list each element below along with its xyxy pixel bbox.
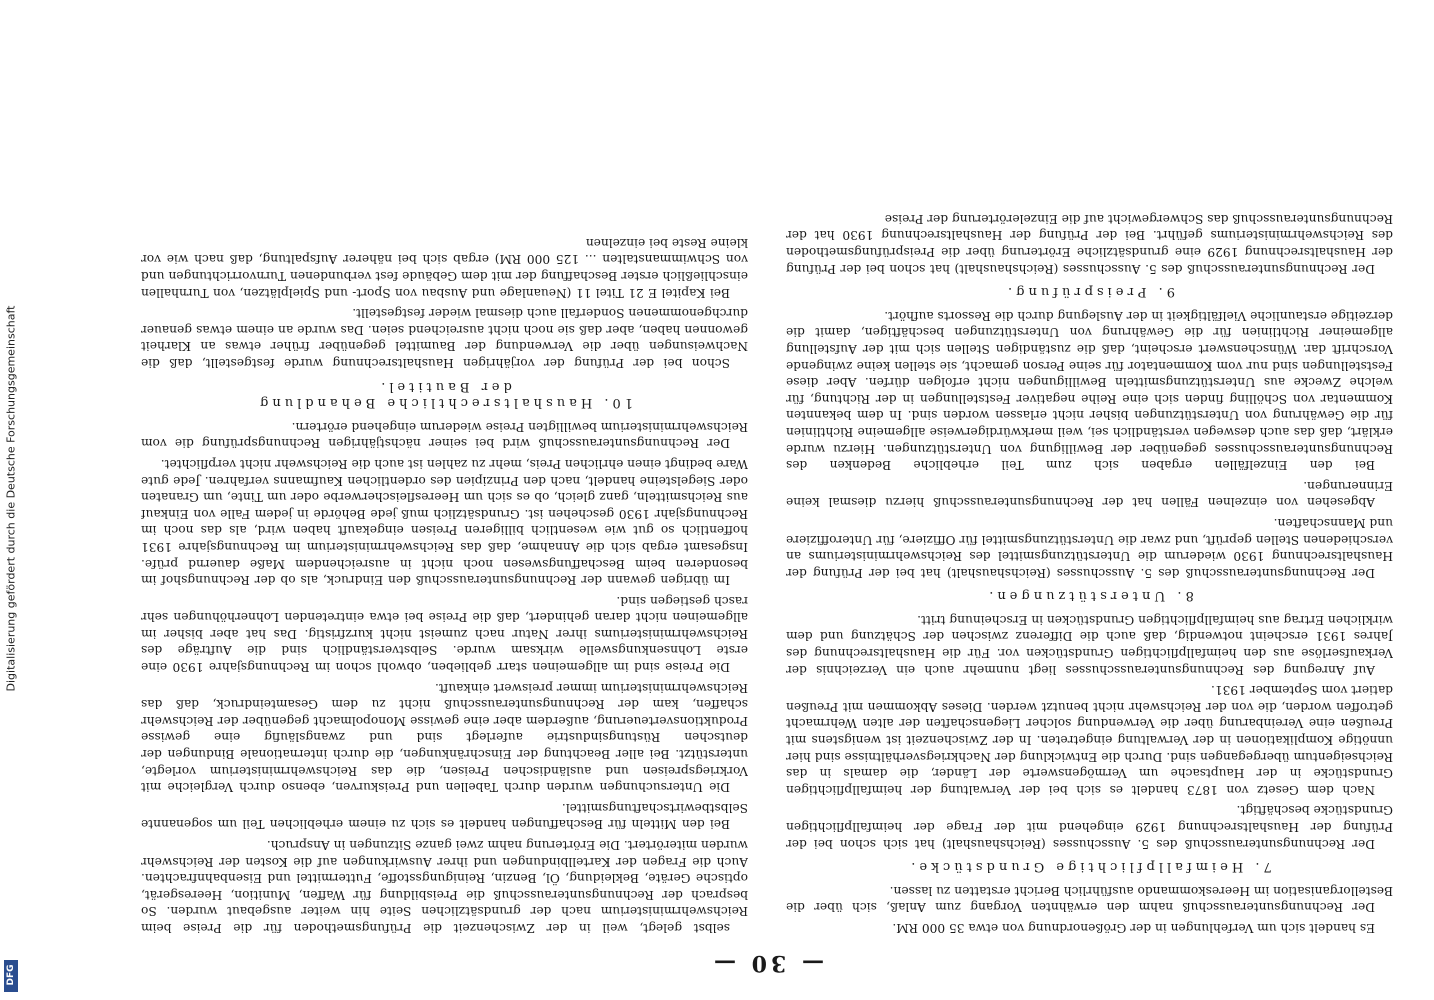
credit-text: Digitalisierung gefördert durch die Deutsche Forschungsgemeinschaft	[4, 305, 18, 692]
paragraph: Der Rechnungsunterausschuß wird bei seiner nächstjährigen Rechnungsprüfung die vom Reichswehrministerium bewilligten Preise wiederum eingehend erörtern.	[141, 419, 748, 451]
paragraph: Der Rechnungsunterausschuß des 5. Ausschusses (Reichshaushalt) hat schon bei der Prüfung der Haushaltsrechnung 1929 eine grundsätzliche Erörterung über die Preisprüfungsmethoden des Reichswehrministeriums geführt. Bei der Prüfung der Haushaltsrechnung 1930 hat der Rechnungsunterausschuß das Schwergewicht auf die Einzelerörterung der Preise	[786, 211, 1393, 276]
paragraph: Der Rechnungsunterausschuß des 5. Ausschusses (Reichshaushalt) hat bei der Prüfung der Haushaltsrechnung 1930 wiederum die Unterstützungsmittel des Reichswehrministeriums an verschiedenen Stellen geprüft, und zwar die Unterstützungsmittel für Offiziere, für Unteroffiziere und Mannschaften.	[786, 515, 1393, 580]
section-heading	[141, 377, 748, 410]
paragraph: Auf Anregung des Rechnungsunterausschusses liegt nunmehr auch ein Verzeichnis der Verkaufserlöse aus den heimfallpflichtigen Grundstücken vor. Für die Haushaltsrechnung des Jahres 1931 erscheint notwendig, daß auch die Differenz zwischen der Schätzung und dem wirklichen Ertrag aus heimfallpflichtigen Grundstücken in Erscheinung tritt.	[786, 612, 1393, 677]
paragraph: Abgesehen von einzelnen Fällen hat der Rechnungsunterausschuß hierzu diesmal keine Erinnerungen.	[786, 478, 1393, 510]
section-heading: 9. Preisprüfung.	[1004, 284, 1175, 300]
section-heading-line: 10. Haushaltsrechtliche Behandlung	[256, 395, 633, 411]
digitization-credit	[0, 0, 22, 1000]
paragraph: selbst gelegt, weil in der Zwischenzeit die Prüfungsmethoden für die Preise beim Reichswehrministerium nach der grundsätzlichen Seite hin weiter ausgebaut wurden. So besprach der Rechnungsunterausschuß die Preisbildung für Waffen, Munition, Heeresgerät, optische Geräte, Bekleidung, Öl, Benzin, Reinigungsstoffe, Futtermittel und Eisenbahnfrachten. Auch die Fragen der Kartellbindungen und ihrer Auswirkungen auf die Kosten der Reichswehr wurden miterörtert. Die Erörterung nahm zwei ganze Sitzungen in Anspruch.	[141, 838, 748, 935]
right-column	[141, 40, 748, 936]
section-heading-line: der Bautitel.	[377, 378, 512, 394]
paragraph: Die Preise sind im allgemeinen starr geblieben, obwohl schon im Rechnungsjahre 1930 eine erste Lohnsenkungswelle wirksam wurde. Selbstverständlich sind die Aufträge des Reichswehrministeriums ihrer Natur nach zumeist nicht kurzfristig. Das hat aber bisher im allgemeinen nicht daran gehindert, daß die Preise bei etwa eintretenden Lohnerhöhungen sehr rasch gestiegen sind.	[141, 593, 748, 675]
paragraph: Bei den Einzelfällen ergaben sich zum Teil erhebliche Bedenken des Rechnungsunterausschusses gegenüber der Bewilligung von Unterstützungen. Hierzu wurde erklärt, daß das auch deswegen verständlich sei, weil merkwürdigerweise allgemeine Richtlinien für die Gewährung von Unterstützungen bisher nicht erlassen worden sind. In dem bekannten Kommentar von Schölling finden sich eine Reihe negativer Feststellungen in der Richtung, für welche Zwecke aus Unterstützungsmitteln Bewilligungen nicht erfolgen dürfen. Aber diese Feststellungen sind nur vom Kommentator für seine Person gemacht, sie stellen keine zwingende Vorschrift dar. Wünschenswert erscheint, daß die zuständigen Stellen sich mit der Aufstellung allgemeiner Richtlinien für die Gewährung von Unterstützungen beschäftigen, damit die derzeitige erstaunliche Vielfältigkeit in der Auslegung durch die Ressorts aufhört.	[786, 308, 1393, 473]
page-number: — 30 —	[710, 950, 824, 976]
paragraph: Im übrigen gewann der Rechnungsunterausschuß den Eindruck, als ob der Rechnungshof im besonderen beim Beschaffungswesen noch nicht in ausreichendem Maße dauernd prüfe. Insgesamt ergab sich die Annahme, daß das Reichswehrministerium im Rechnungsjahre 1931 hoffentlich so gut wie wesentlich billigeren Preisen eingekauft haben wird, als das noch im Rechnungsjahr 1930 geschehen ist. Grundsätzlich muß jede Behörde in jedem Falle von Einkauf aus Reichsmitteln, ganz gleich, ob es sich um Heeresfleischerwerbe oder um Tinte, um Granaten oder Siegelsteine handelt, nach den Prinzipien des ordentlichen Kaufmanns verfahren. Jede gute Ware bedingt einen ehrlichen Preis, mehr zu zahlen ist auch die Reichswehr nicht verpflichtet.	[141, 456, 748, 588]
document-page	[111, 20, 1423, 980]
paragraph: Bei den Mitteln für Beschaffungen handelt es sich zu einem erheblichen Teil um sogenannte Selbstbewirtschaftungsmittel.	[141, 800, 748, 832]
paragraph: Der Rechnungsunterausschuß des 5. Ausschusses (Reichshaushalt) hat sich schon bei der Prüfung der Haushaltsrechnung 1929 eingehend mit der Frage der heimfallpflichtigen Grundstücke beschäftigt.	[786, 803, 1393, 851]
dfg-logo-icon	[4, 960, 18, 992]
left-column	[786, 40, 1393, 936]
section-heading: 8. Unterstützungen.	[985, 588, 1194, 604]
text-columns	[141, 40, 1393, 936]
paragraph: Schon bei der Prüfung der vorjährigen Haushaltsrechnung wurde festgestellt, daß die Nachweisungen über die Verwendung der Baumittel gegenüber früher etwas an Klarheit gewonnen haben, aber daß sie noch nicht ausreichend seien. Das wurde an einem etwas genauer durchgenommenen Sonderfall auch diesmal wieder festgestellt.	[141, 306, 748, 370]
logo-text: DFG	[6, 964, 16, 986]
paragraph: Es handelt sich um Verfehlungen in der Größenordnung von etwa 35 000 RM.	[892, 921, 1375, 935]
paragraph: Bei Kapitel E 21 Titel 11 (Neuanlage und Ausbau von Sport- und Spielplätzen, von Turnhallen einschließlich erster Beschaffung der mit dem Gebäude fest verbundenen Turnvorrichtungen und von Schwimmanstalten ... 125 000 RM) ergab sich bei näherer Aufspaltung, daß nach wie vor kleine Reste bei einzelnen	[141, 235, 748, 300]
paragraph: Der Rechnungsunterausschuß nahm den erwähnten Vorgang zum Anlaß, sich über die Bestellorganisation im Heereskommando ausführlich Bericht erstatten zu lassen.	[786, 883, 1393, 915]
paragraph: Die Untersuchungen wurden durch Tabellen und Preiskurven, ebenso durch Vergleiche mit Vorkriegspreisen und ausländischen Preisen, die das Reichswehrministerium vorlegte, unterstützt. Bei aller Beachtung der Einschränkungen, die durch internationale Bindungen der deutschen Rüstungsindustrie auferlegt sind und zwangsläufig eine gewisse Produktionsverteuerung, außerdem aber eine gewisse Monopolmacht gegenüber der Reichswehr schaffen, kam der Rechnungsunterausschuß nicht zu dem Gesamteindruck, daß das Reichswehrministerium immer preiswert einkauft.	[141, 680, 748, 795]
section-heading: 7. Heimfallpflichtige Grundstücke.	[907, 859, 1272, 875]
rotated-page-content	[111, 20, 1423, 980]
paragraph: Nach dem Gesetz von 1873 handelt es sich bei der Verwaltung der heimfallpflichtigen Grundstücke in der Hauptsache um Vermögenswerte der Länder, die damals in das Reichseigentum übergegangen sind. Durch die Entwicklung der Nachkriegsverhältnisse sind hier unnötige Komplikationen in der Verwaltung eingetreten. In der Zwischenzeit ist wenigstens mit Preußen eine Vereinbarung über die Verwendung solcher Liegenschaften der alten Wehrmacht getroffen worden, die von der Reichswehr nicht benutzt werden. Dieses Abkommen mit Preußen datiert vom September 1931.	[786, 683, 1393, 797]
